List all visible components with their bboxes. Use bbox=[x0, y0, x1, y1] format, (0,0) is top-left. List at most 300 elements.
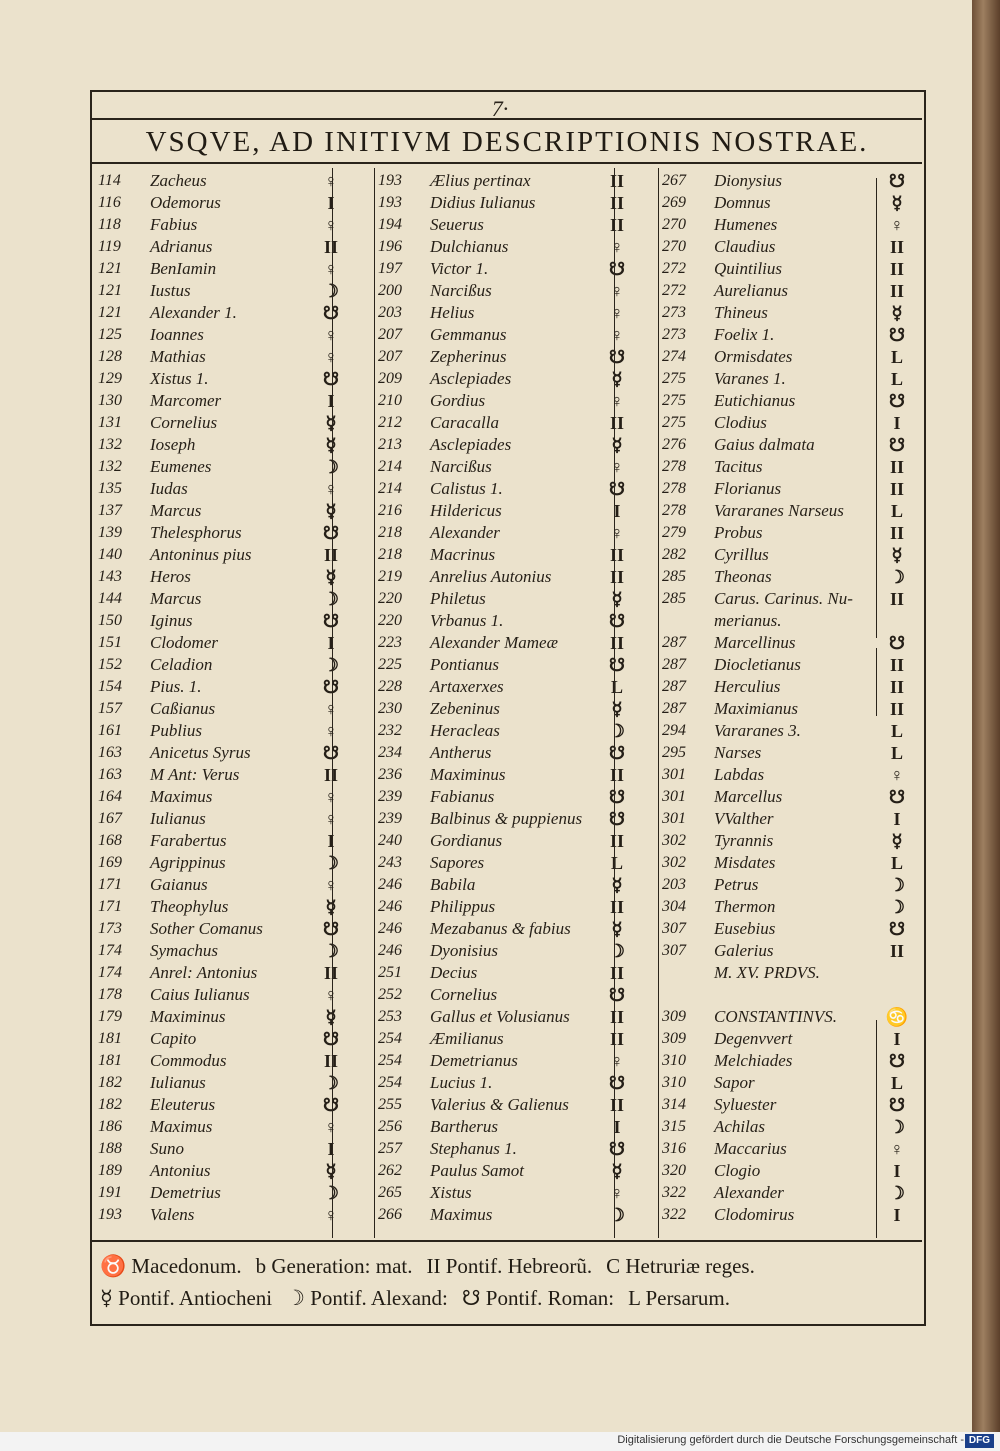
rule-legend bbox=[90, 1240, 922, 1242]
entry-symbol: ☋ bbox=[323, 1095, 339, 1115]
entry-year: 253 bbox=[378, 1008, 402, 1025]
entry-year: 287 bbox=[662, 678, 686, 695]
entry-name: M Ant: Verus bbox=[150, 765, 240, 784]
entry-symbol: II bbox=[609, 1029, 624, 1049]
entry-name: Marcellus bbox=[714, 787, 783, 806]
page-edge bbox=[972, 0, 1000, 1451]
entry-name: Iulianus bbox=[150, 809, 206, 828]
entry-name: Suno bbox=[150, 1139, 184, 1158]
entry-year: 255 bbox=[378, 1096, 402, 1113]
entry-symbol: II bbox=[609, 215, 624, 235]
entry-year: 246 bbox=[378, 942, 402, 959]
entry-name: Achilas bbox=[714, 1117, 765, 1136]
table-row bbox=[378, 984, 634, 1006]
entry-symbol: II bbox=[323, 1051, 338, 1071]
entry-year: 278 bbox=[662, 480, 686, 497]
entry-year: 132 bbox=[98, 458, 122, 475]
table-row bbox=[662, 742, 914, 764]
entry-year: 174 bbox=[98, 942, 122, 959]
entry-year: 207 bbox=[378, 348, 402, 365]
table-row bbox=[378, 456, 634, 478]
entry-symbol: ☿ bbox=[611, 589, 623, 609]
table-row bbox=[98, 676, 348, 698]
entry-symbol: ☋ bbox=[609, 479, 625, 499]
entry-name: Didius Iulianus bbox=[430, 193, 536, 212]
entry-name: Florianus bbox=[714, 479, 782, 498]
entry-year: 254 bbox=[378, 1074, 402, 1091]
entry-year: 157 bbox=[98, 700, 122, 717]
entry-year: 270 bbox=[662, 216, 686, 233]
entry-symbol: ♀ bbox=[890, 1139, 904, 1159]
entry-symbol: ☋ bbox=[609, 259, 625, 279]
entry-year: 189 bbox=[98, 1162, 122, 1179]
entry-symbol: ☿ bbox=[611, 699, 623, 719]
entry-symbol: II bbox=[889, 281, 904, 301]
entry-name: Ormisdates bbox=[714, 347, 793, 366]
entry-year: 252 bbox=[378, 986, 402, 1003]
table-row bbox=[98, 852, 348, 874]
entry-name: Eutichianus bbox=[714, 391, 796, 410]
entry-name: Celadion bbox=[150, 655, 213, 674]
entry-name: Cornelius bbox=[150, 413, 218, 432]
entry-name: Maximus bbox=[150, 787, 213, 806]
entry-name: Fabianus bbox=[430, 787, 495, 806]
entry-symbol: ☿ bbox=[325, 501, 337, 521]
entry-year: 307 bbox=[662, 942, 686, 959]
entry-year: 179 bbox=[98, 1008, 122, 1025]
entry-name: Gordius bbox=[430, 391, 486, 410]
entry-name: Symachus bbox=[150, 941, 218, 960]
entry-name: Odemorus bbox=[150, 193, 221, 212]
entry-year: 314 bbox=[662, 1096, 686, 1113]
entry-symbol: ☽ bbox=[608, 1205, 626, 1225]
entry-year: 114 bbox=[98, 172, 121, 189]
entry-year: 285 bbox=[662, 590, 686, 607]
entry-year: 181 bbox=[98, 1030, 122, 1047]
entry-name: Antoninus pius bbox=[150, 545, 252, 564]
entry-year: 301 bbox=[662, 788, 686, 805]
entry-symbol: ☋ bbox=[609, 1139, 625, 1159]
entry-symbol: ☋ bbox=[323, 611, 339, 631]
entry-name: Varanes 1. bbox=[714, 369, 786, 388]
entry-symbol: ☿ bbox=[891, 545, 903, 565]
entry-name: Pontianus bbox=[430, 655, 499, 674]
entry-symbol: I bbox=[613, 1117, 621, 1137]
entry-year: 125 bbox=[98, 326, 122, 343]
entry-year: 200 bbox=[378, 282, 402, 299]
entry-name: Stephanus 1. bbox=[430, 1139, 517, 1158]
table-row bbox=[662, 786, 914, 808]
entry-year: 275 bbox=[662, 370, 686, 387]
entry-symbol: ☋ bbox=[609, 809, 625, 829]
entry-name: Babila bbox=[430, 875, 476, 894]
entry-symbol: ☿ bbox=[611, 919, 623, 939]
entry-symbol: ♀ bbox=[610, 1051, 624, 1071]
entry-symbol: I bbox=[893, 809, 901, 829]
entry-symbol: ☋ bbox=[889, 1095, 905, 1115]
divider-4 bbox=[658, 168, 659, 1238]
legend-item: L Persarum. bbox=[628, 1286, 731, 1310]
entry-name: Demetrianus bbox=[430, 1051, 518, 1070]
table-row bbox=[378, 368, 634, 390]
rule-heading bbox=[90, 162, 922, 164]
entry-year: 295 bbox=[662, 744, 686, 761]
entry-year: 203 bbox=[378, 304, 402, 321]
entry-name: Fabius bbox=[150, 215, 198, 234]
table-row bbox=[378, 258, 634, 280]
entry-year: 220 bbox=[378, 590, 402, 607]
entry-year: 128 bbox=[98, 348, 122, 365]
entry-symbol: ♀ bbox=[610, 281, 624, 301]
entry-name: Xistus bbox=[430, 1183, 472, 1202]
entry-symbol: I bbox=[327, 193, 335, 213]
entry-name: Eusebius bbox=[714, 919, 776, 938]
entry-symbol: ♀ bbox=[324, 171, 338, 191]
entry-name: Marcellinus bbox=[714, 633, 796, 652]
entry-year: 239 bbox=[378, 788, 402, 805]
entry-year: 287 bbox=[662, 656, 686, 673]
table-row bbox=[98, 544, 348, 566]
table-row bbox=[662, 852, 914, 874]
entry-symbol: ☋ bbox=[323, 919, 339, 939]
table-row bbox=[378, 1006, 634, 1028]
table-row bbox=[662, 874, 914, 896]
entry-name: Anicetus Syrus bbox=[150, 743, 251, 762]
entry-symbol: II bbox=[889, 699, 904, 719]
entry-name: VValther bbox=[714, 809, 774, 828]
entry-year: 139 bbox=[98, 524, 122, 541]
entry-name: Gaianus bbox=[150, 875, 208, 894]
entry-name: Marcus bbox=[150, 501, 202, 520]
table-row bbox=[98, 1072, 348, 1094]
entry-year: 267 bbox=[662, 172, 686, 189]
legend-item: II Pontif. Hebreorũ. bbox=[426, 1254, 593, 1278]
table-row bbox=[98, 764, 348, 786]
entry-symbol: II bbox=[323, 765, 338, 785]
table-row bbox=[98, 236, 348, 258]
entry-name: Eleuterus bbox=[150, 1095, 216, 1114]
entry-symbol: ♀ bbox=[324, 259, 338, 279]
entry-symbol: II bbox=[889, 677, 904, 697]
entry-name: Galerius bbox=[714, 941, 774, 960]
entry-name: Alexander bbox=[714, 1183, 784, 1202]
entry-year: 196 bbox=[378, 238, 402, 255]
entry-name: Tyrannis bbox=[714, 831, 774, 850]
entry-name: Sother Comanus bbox=[150, 919, 263, 938]
entry-name: Demetrius bbox=[150, 1183, 221, 1202]
entry-symbol: II bbox=[609, 171, 624, 191]
legend-item: b Generation: mat. bbox=[255, 1254, 413, 1278]
table-row bbox=[378, 170, 634, 192]
entry-name: Iustus bbox=[150, 281, 191, 300]
entry-year: 193 bbox=[378, 194, 402, 211]
entry-name: Maximinus bbox=[430, 765, 506, 784]
entry-symbol: ☋ bbox=[323, 743, 339, 763]
table-row bbox=[378, 522, 634, 544]
entry-name: Pius. 1. bbox=[150, 677, 202, 696]
entry-symbol: ☽ bbox=[608, 941, 626, 961]
table-row bbox=[98, 214, 348, 236]
entry-symbol: ♀ bbox=[890, 765, 904, 785]
entry-name: Calistus 1. bbox=[430, 479, 503, 498]
entry-name: Heros bbox=[150, 567, 191, 586]
entry-year: 273 bbox=[662, 304, 686, 321]
legend-item: ☿ Pontif. Antiocheni bbox=[100, 1286, 273, 1310]
entry-name: Vrbanus 1. bbox=[430, 611, 504, 630]
table-row bbox=[378, 918, 634, 940]
entry-year: 301 bbox=[662, 766, 686, 783]
entry-name: Hildericus bbox=[430, 501, 502, 520]
entry-name: Narcißus bbox=[430, 281, 492, 300]
entry-year: 301 bbox=[662, 810, 686, 827]
entry-name: Eumenes bbox=[150, 457, 212, 476]
entry-year: 129 bbox=[98, 370, 122, 387]
entry-name: Philippus bbox=[430, 897, 496, 916]
entry-name: Iudas bbox=[150, 479, 188, 498]
table-row bbox=[662, 962, 914, 984]
table-row bbox=[378, 588, 634, 610]
entry-name: Misdates bbox=[714, 853, 776, 872]
entry-year: 273 bbox=[662, 326, 686, 343]
table-row bbox=[378, 1116, 634, 1138]
entry-name: Vararanes 3. bbox=[714, 721, 801, 740]
entry-year: 220 bbox=[378, 612, 402, 629]
table-row bbox=[98, 434, 348, 456]
table-row bbox=[98, 984, 348, 1006]
entry-symbol: ☽ bbox=[322, 1183, 340, 1203]
table-row bbox=[378, 1028, 634, 1050]
entry-year: 240 bbox=[378, 832, 402, 849]
entry-name: Maximus bbox=[150, 1117, 213, 1136]
table-row bbox=[378, 852, 634, 874]
entry-symbol: ☋ bbox=[323, 303, 339, 323]
entry-year: 161 bbox=[98, 722, 122, 739]
table-row bbox=[378, 764, 634, 786]
entry-symbol: I bbox=[613, 501, 621, 521]
table-row bbox=[378, 786, 634, 808]
entry-year: 164 bbox=[98, 788, 122, 805]
table-row bbox=[98, 192, 348, 214]
entry-symbol: ♀ bbox=[324, 1205, 338, 1225]
table-row bbox=[378, 280, 634, 302]
entry-year: 265 bbox=[378, 1184, 402, 1201]
table-row bbox=[378, 302, 634, 324]
entry-symbol: II bbox=[609, 413, 624, 433]
table-row bbox=[378, 412, 634, 434]
entry-symbol: ♋ bbox=[885, 1007, 909, 1027]
entry-name: Seuerus bbox=[430, 215, 484, 234]
entry-name: Dyonisius bbox=[430, 941, 498, 960]
table-row bbox=[98, 280, 348, 302]
entry-year: 246 bbox=[378, 876, 402, 893]
entry-year: 223 bbox=[378, 634, 402, 651]
entry-symbol: ☿ bbox=[325, 1161, 337, 1181]
entry-year: 163 bbox=[98, 766, 122, 783]
entry-symbol: ☋ bbox=[323, 523, 339, 543]
entry-year: 151 bbox=[98, 634, 122, 651]
entry-symbol: ♀ bbox=[610, 325, 624, 345]
entry-name: Zepherinus bbox=[430, 347, 507, 366]
entry-name: Gaius dalmata bbox=[714, 435, 815, 454]
entry-symbol: ☽ bbox=[888, 1183, 906, 1203]
entry-symbol: I bbox=[327, 633, 335, 653]
entry-year: 278 bbox=[662, 458, 686, 475]
entry-year: 171 bbox=[98, 898, 122, 915]
entry-symbol: II bbox=[889, 259, 904, 279]
entry-year: 116 bbox=[98, 194, 121, 211]
entry-name: Ælius pertinax bbox=[430, 171, 531, 190]
table-row bbox=[98, 412, 348, 434]
entry-symbol: II bbox=[889, 589, 904, 609]
bracket-1 bbox=[876, 178, 877, 638]
entry-year: 218 bbox=[378, 546, 402, 563]
entry-symbol: ☋ bbox=[609, 787, 625, 807]
entry-year: 209 bbox=[378, 370, 402, 387]
entry-symbol: ☽ bbox=[322, 655, 340, 675]
entry-name: Anrel: Antonius bbox=[150, 963, 258, 982]
entry-name: CONSTANTINVS. bbox=[714, 1007, 837, 1026]
table-row bbox=[378, 808, 634, 830]
entry-name: Herculius bbox=[714, 677, 781, 696]
table-row bbox=[98, 632, 348, 654]
entry-name: Aurelianus bbox=[714, 281, 788, 300]
entry-symbol: ☿ bbox=[891, 831, 903, 851]
entry-name: Clodius bbox=[714, 413, 767, 432]
entry-symbol: ♀ bbox=[610, 237, 624, 257]
entry-name: Probus bbox=[714, 523, 763, 542]
entry-year: 272 bbox=[662, 282, 686, 299]
entry-symbol: ☿ bbox=[325, 567, 337, 587]
entry-symbol: II bbox=[889, 457, 904, 477]
entry-symbol: ☽ bbox=[322, 941, 340, 961]
entry-year: 304 bbox=[662, 898, 686, 915]
entry-symbol: ☋ bbox=[609, 743, 625, 763]
entry-symbol: ♀ bbox=[324, 325, 338, 345]
entry-symbol: II bbox=[609, 765, 624, 785]
entry-year: 130 bbox=[98, 392, 122, 409]
entry-name: Balbinus & puppienus bbox=[430, 809, 583, 828]
entry-symbol: ☽ bbox=[322, 457, 340, 477]
entry-year: 154 bbox=[98, 678, 122, 695]
entry-symbol: ♀ bbox=[324, 479, 338, 499]
table-row bbox=[378, 192, 634, 214]
entry-name: Degenvvert bbox=[714, 1029, 793, 1048]
entry-name: Valerius & Galienus bbox=[430, 1095, 569, 1114]
entry-year: 182 bbox=[98, 1096, 122, 1113]
entry-name: Bartherus bbox=[430, 1117, 498, 1136]
legend-item: ☽ Pontif. Alexand: bbox=[286, 1286, 448, 1310]
footer-credit: Digitalisierung gefördert durch die Deutsche Forschungsgemeinschaft - bbox=[617, 1434, 964, 1446]
entry-year: 132 bbox=[98, 436, 122, 453]
entry-name: M. XV. PRDVS. bbox=[714, 963, 820, 982]
dfg-logo: DFG bbox=[965, 1434, 994, 1448]
entry-symbol: ☋ bbox=[889, 919, 905, 939]
table-row bbox=[378, 830, 634, 852]
entry-year: 214 bbox=[378, 480, 402, 497]
entry-name: Gordianus bbox=[430, 831, 503, 850]
entry-name: Helius bbox=[430, 303, 475, 322]
entry-year: 228 bbox=[378, 678, 402, 695]
entry-year: 219 bbox=[378, 568, 402, 585]
entry-year: 316 bbox=[662, 1140, 686, 1157]
entry-name: Sapores bbox=[430, 853, 485, 872]
entry-symbol: II bbox=[889, 479, 904, 499]
entry-symbol: II bbox=[323, 545, 338, 565]
entry-symbol: ♀ bbox=[324, 1117, 338, 1137]
entry-year: 236 bbox=[378, 766, 402, 783]
entry-year: 197 bbox=[378, 260, 402, 277]
table-row bbox=[98, 918, 348, 940]
entry-name: Paulus Samot bbox=[430, 1161, 524, 1180]
entry-symbol: ☋ bbox=[609, 655, 625, 675]
table-row bbox=[98, 654, 348, 676]
legend-item: ♉ Macedonum. bbox=[100, 1254, 242, 1278]
table-row bbox=[98, 302, 348, 324]
entry-symbol: II bbox=[609, 1007, 624, 1027]
entry-name: Antherus bbox=[430, 743, 492, 762]
table-row bbox=[378, 676, 634, 698]
entry-symbol: ☽ bbox=[608, 721, 626, 741]
entry-symbol: ♀ bbox=[610, 457, 624, 477]
entry-name: Antonius bbox=[150, 1161, 211, 1180]
entry-year: 230 bbox=[378, 700, 402, 717]
table-row bbox=[98, 258, 348, 280]
table-row bbox=[98, 368, 348, 390]
entry-symbol: ☋ bbox=[889, 1051, 905, 1071]
entry-name: Mezabanus & fabius bbox=[430, 919, 571, 938]
entry-symbol: ☿ bbox=[325, 1007, 337, 1027]
table-row bbox=[378, 896, 634, 918]
entry-year: 131 bbox=[98, 414, 122, 431]
entry-symbol: ☋ bbox=[323, 677, 339, 697]
entry-symbol: ☋ bbox=[889, 633, 905, 653]
entry-symbol: II bbox=[609, 897, 624, 917]
entry-symbol: ☋ bbox=[609, 1073, 625, 1093]
entry-name: Ioannes bbox=[150, 325, 204, 344]
entry-name: Domnus bbox=[714, 193, 771, 212]
entry-name: Ioseph bbox=[150, 435, 196, 454]
entry-symbol: II bbox=[609, 831, 624, 851]
entry-year: 173 bbox=[98, 920, 122, 937]
table-row bbox=[98, 896, 348, 918]
entry-name: Agrippinus bbox=[150, 853, 226, 872]
entry-name: Asclepiades bbox=[430, 435, 512, 454]
entry-symbol: I bbox=[327, 391, 335, 411]
entry-symbol: ♀ bbox=[324, 215, 338, 235]
entry-symbol: ☽ bbox=[888, 567, 906, 587]
table-row bbox=[378, 1182, 634, 1204]
table-row bbox=[98, 830, 348, 852]
table-row bbox=[662, 896, 914, 918]
entry-symbol: I bbox=[893, 1205, 901, 1225]
entry-year: 121 bbox=[98, 282, 122, 299]
table-row bbox=[378, 632, 634, 654]
table-row bbox=[98, 390, 348, 412]
entry-year: 282 bbox=[662, 546, 686, 563]
entry-symbol: ☋ bbox=[889, 435, 905, 455]
entry-name: Adrianus bbox=[150, 237, 213, 256]
table-row bbox=[98, 522, 348, 544]
table-row bbox=[98, 478, 348, 500]
entry-year: 118 bbox=[98, 216, 121, 233]
entry-symbol: II bbox=[609, 545, 624, 565]
table-row bbox=[98, 170, 348, 192]
entry-symbol: ☿ bbox=[611, 435, 623, 455]
table-row bbox=[662, 808, 914, 830]
entry-year: 193 bbox=[98, 1206, 122, 1223]
table-row bbox=[378, 214, 634, 236]
entry-symbol: L bbox=[890, 1073, 903, 1093]
